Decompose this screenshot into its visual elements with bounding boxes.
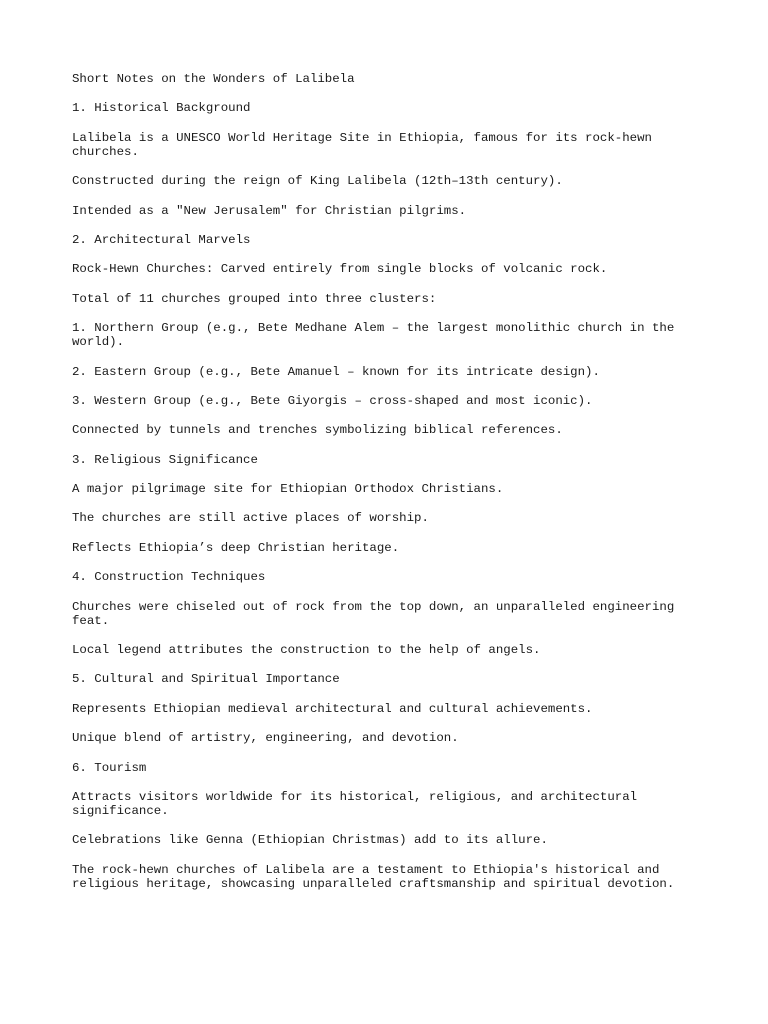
paragraph: A major pilgrimage site for Ethiopian Orthodox Christians.	[72, 482, 504, 497]
paragraph: Connected by tunnels and trenches symbolizing biblical references.	[72, 423, 563, 438]
list-item: 1. Northern Group (e.g., Bete Medhane Alem – the largest monolithic church in the world).	[72, 321, 675, 350]
paragraph: The churches are still active places of worship.	[72, 511, 429, 526]
paragraph: Intended as a "New Jerusalem" for Christian pilgrims.	[72, 203, 467, 218]
paragraph: Churches were chiseled out of rock from the top down, an unparalleled engineering feat.	[72, 599, 675, 628]
section-heading: 2. Architectural Marvels	[72, 232, 251, 247]
section-heading: 4. Construction Techniques	[72, 570, 266, 585]
section-heading: 6. Tourism	[72, 760, 147, 775]
document-page	[72, 72, 692, 906]
paragraph: Represents Ethiopian medieval architectural and cultural achievements.	[72, 701, 593, 716]
section-heading: 5. Cultural and Spiritual Importance	[72, 672, 340, 687]
paragraph: Rock-Hewn Churches: Carved entirely from single blocks of volcanic rock.	[72, 262, 608, 277]
paragraph: Local legend attributes the construction to the help of angels.	[72, 643, 541, 658]
section-heading: 3. Religious Significance	[72, 452, 258, 467]
paragraph: Unique blend of artistry, engineering, and devotion.	[72, 731, 459, 746]
document-title: Short Notes on the Wonders of Lalibela	[72, 72, 355, 86]
paragraph: Lalibela is a UNESCO World Heritage Site in Ethiopia, famous for its rock-hewn churches.	[72, 130, 652, 159]
list-item: 3. Western Group (e.g., Bete Giyorgis – cross-shaped and most iconic).	[72, 393, 593, 408]
paragraph: Constructed during the reign of King Lalibela (12th–13th century).	[72, 174, 563, 189]
list-item: 2. Eastern Group (e.g., Bete Amanuel – known for its intricate design).	[72, 364, 600, 379]
paragraph: Total of 11 churches grouped into three clusters:	[72, 291, 437, 306]
paragraph: Celebrations like Genna (Ethiopian Christmas) add to its allure.	[72, 833, 548, 848]
section-heading: 1. Historical Background	[72, 101, 251, 116]
conclusion-paragraph: The rock-hewn churches of Lalibela are a testament to Ethiopia's historical and religious heritage, showcasing unparalleled craftsmanship and spiritual devotion.	[72, 862, 675, 891]
paragraph: Reflects Ethiopia’s deep Christian heritage.	[72, 540, 400, 555]
paragraph: Attracts visitors worldwide for its historical, religious, and architectural significance.	[72, 789, 638, 818]
